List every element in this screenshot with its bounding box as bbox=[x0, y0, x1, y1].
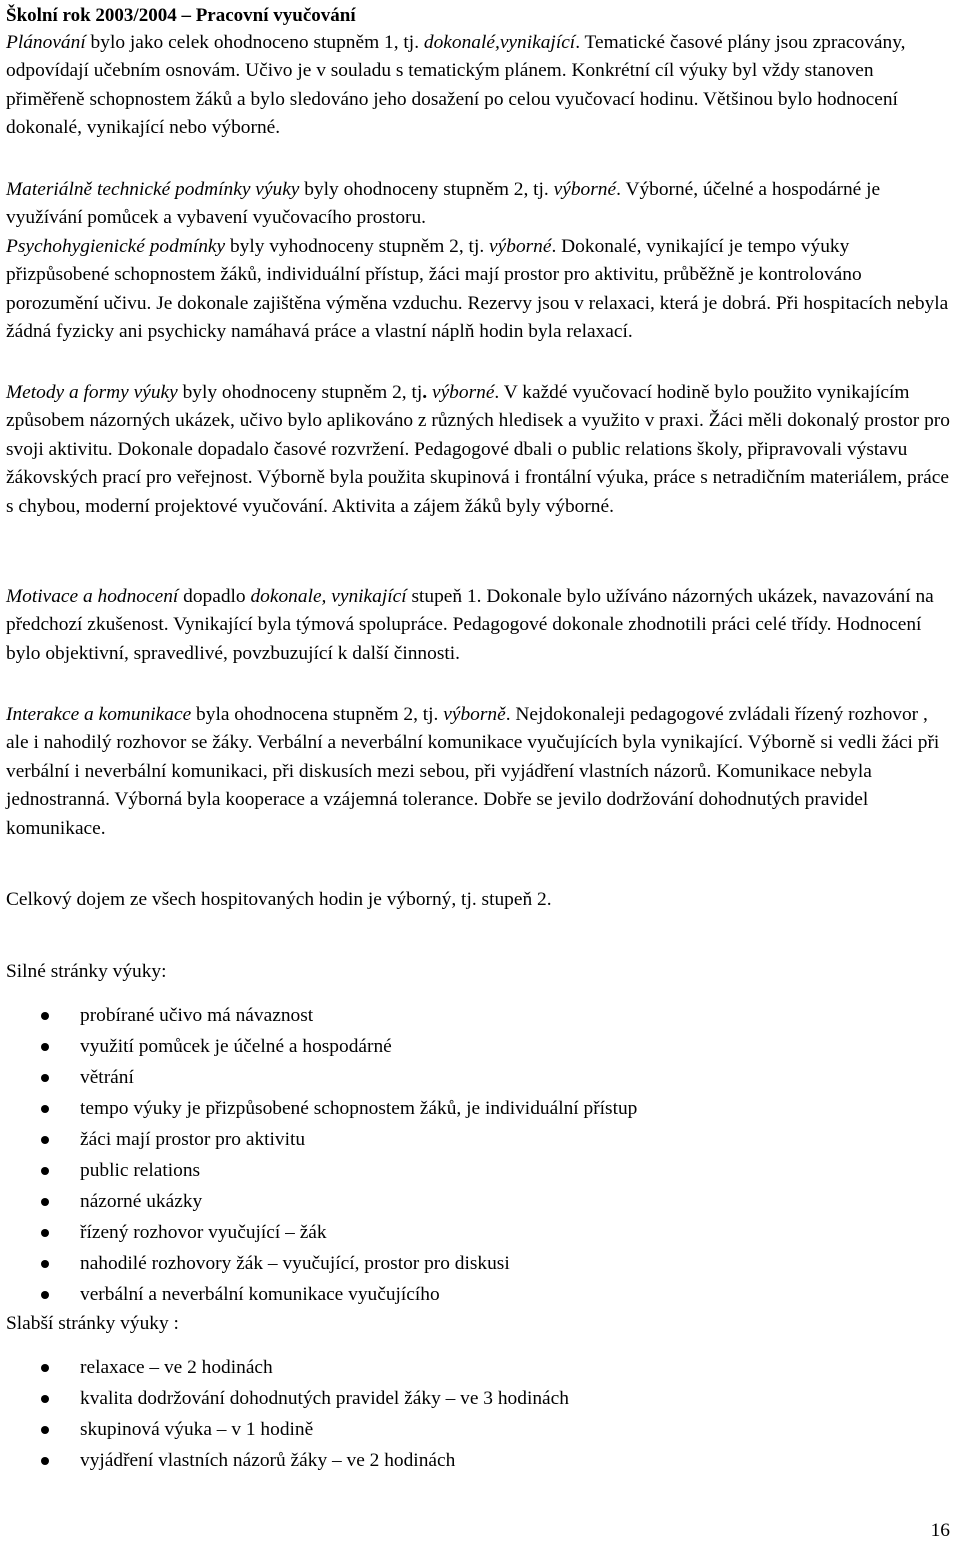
motivation-label: Motivace a hodnocení bbox=[6, 586, 179, 607]
list-item bbox=[6, 1093, 637, 1124]
list-item-text: tempo výuky je přizpůsobené schopnostem žáků, je individuální přístup bbox=[80, 1098, 638, 1119]
bullet-icon bbox=[41, 1395, 49, 1403]
planning-grade: dokonalé,vynikající bbox=[423, 32, 576, 53]
strengths-list bbox=[6, 1000, 637, 1310]
bullet-icon bbox=[41, 1426, 49, 1434]
list-item bbox=[6, 1186, 637, 1217]
methods-text-1: byly ohodnoceny stupněm 2, tj bbox=[177, 382, 423, 403]
list-item-text: verbální a neverbální komunikace vyučujícího bbox=[80, 1284, 440, 1305]
methods-text-2: . V každé vyučovací hodině bylo použito vynikajícím způsobem názorných ukázek, učivo bylo aplikováno z různých hledisek a využito v praxi. Žáci měli dokonalý prostor pro svoji aktivitu. Dokonale dopadalo časové rozvržení. Pedagogové dbali o public relations školy, připravovali výstavu žákovských prací pro veřejnost. Výborně byla použita skupinová i frontální výuka, práce s netradičním materiálem, práce s chybou, moderní projektové vyučování. Aktivita a zájem žáků byly výborné. bbox=[6, 382, 950, 517]
list-item bbox=[6, 1217, 637, 1248]
motivation-grade: dokonale, vynikající bbox=[250, 586, 407, 607]
paragraph-planning bbox=[6, 29, 954, 143]
methods-text-1b: . bbox=[422, 382, 432, 403]
list-item-text: probírané učivo má návaznost bbox=[80, 1005, 314, 1026]
list-item bbox=[6, 1000, 637, 1031]
interaction-label: Interakce a komunikace bbox=[6, 704, 192, 725]
list-item bbox=[6, 1155, 637, 1186]
bullet-icon bbox=[41, 1136, 49, 1144]
list-item-text: skupinová výuka – v 1 hodině bbox=[80, 1419, 314, 1440]
weaknesses-title: Slabší stránky výuky : bbox=[6, 1313, 179, 1334]
planning-text-1: bylo jako celek ohodnoceno stupněm 1, tj. bbox=[85, 32, 424, 53]
bullet-icon bbox=[41, 1260, 49, 1268]
list-item-text: názorné ukázky bbox=[80, 1191, 203, 1212]
list-item bbox=[6, 1248, 637, 1279]
list-item-text: relaxace – ve 2 hodinách bbox=[80, 1357, 273, 1378]
list-item bbox=[6, 1124, 637, 1155]
bullet-icon bbox=[41, 1364, 49, 1372]
page-number: 16 bbox=[930, 1520, 950, 1541]
interaction-text-1: byla ohodnocena stupněm 2, tj. bbox=[191, 704, 444, 725]
section-heading: Školní rok 2003/2004 – Pracovní vyučování bbox=[6, 5, 356, 26]
weaknesses-list bbox=[6, 1352, 569, 1476]
material-label: Materiálně technické podmínky výuky bbox=[6, 179, 300, 200]
bullet-icon bbox=[41, 1291, 49, 1299]
list-item-text: public relations bbox=[80, 1160, 201, 1181]
planning-text-2: . Tematické časové plány jsou zpracovány, odpovídají učebním osnovám. Učivo je v souladu s tematickým plánem. Konkrétní cíl výuky byl vždy stanoven přiměřeně schopnostem žáků a bylo sledováno jeho dosažení po celou vyučovací hodinu. Většinou bylo hodnocení dokonalé, vynikající nebo výborné. bbox=[6, 32, 906, 139]
psycho-label: Psychohygienické podmínky bbox=[6, 236, 226, 257]
planning-label: Plánování bbox=[6, 32, 86, 53]
bullet-icon bbox=[41, 1105, 49, 1113]
list-item-text: vyjádření vlastních názorů žáky – ve 2 hodinách bbox=[80, 1450, 456, 1471]
bullet-icon bbox=[41, 1167, 49, 1175]
bullet-icon bbox=[41, 1012, 49, 1020]
methods-label: Metody a formy výuky bbox=[6, 382, 178, 403]
bullet-icon bbox=[41, 1457, 49, 1465]
list-item-text: nahodilé rozhovory žák – vyučující, prostor pro diskusi bbox=[80, 1253, 510, 1274]
psycho-grade: výborné bbox=[489, 236, 552, 257]
methods-grade: výborné bbox=[431, 382, 495, 403]
bullet-icon bbox=[41, 1198, 49, 1206]
list-item bbox=[6, 1383, 569, 1414]
bullet-icon bbox=[41, 1229, 49, 1237]
interaction-text-2: . Nejdokonaleji pedagogové zvládali řízený rozhovor , ale i nahodilý rozhovor se žáky. Verbální a neverbální komunikace vyučujících byla vynikající. Výborně si vedli žáci při verbální i neverbální komunikaci, při diskusích mezi sebou, při vyjádření vlastních názorů. Komunikace nebyla jednostranná. Výborná byla kooperace a vzájemná tolerance. Dobře se jevilo dodržování dohodnutých pravidel komunikace. bbox=[6, 704, 940, 839]
bullet-icon bbox=[41, 1043, 49, 1051]
interaction-grade: výborně bbox=[443, 704, 506, 725]
overall-summary: Celkový dojem ze všech hospitovaných hodin je výborný, tj. stupeň 2. bbox=[6, 889, 552, 910]
list-item-text: řízený rozhovor vyučující – žák bbox=[80, 1222, 327, 1243]
paragraph-motivation bbox=[6, 583, 954, 668]
bullet-icon bbox=[41, 1074, 49, 1082]
list-item bbox=[6, 1031, 637, 1062]
paragraph-interaction bbox=[6, 701, 954, 843]
list-item bbox=[6, 1062, 637, 1093]
material-text-1: byly ohodnoceny stupněm 2, tj. bbox=[299, 179, 554, 200]
material-text-2: . Výborné, účelné a hospodárné je využívání pomůcek a vybavení vyučovacího prostoru. bbox=[6, 179, 881, 229]
psycho-text-1: byly vyhodnoceny stupněm 2, tj. bbox=[225, 236, 490, 257]
paragraph-methods bbox=[6, 379, 954, 521]
list-item bbox=[6, 1279, 637, 1310]
list-item-text: žáci mají prostor pro aktivitu bbox=[80, 1129, 306, 1150]
list-item bbox=[6, 1352, 569, 1383]
paragraph-psychohygiene bbox=[6, 233, 954, 347]
material-grade: výborné bbox=[553, 179, 617, 200]
psycho-text-2: . Dokonalé, vynikající je tempo výuky přizpůsobené schopnostem žáků, individuální přístup, žáci mají prostor pro aktivitu, průběžně je kontrolováno porozumění učivu. Je dokonale zajištěna výměna vzduchu. Rezervy jsou v relaxaci, která je dobrá. Při hospitacích nebyla žádná fyzicky ani psychicky namáhavá práce a vlastní náplň hodin byla relaxací. bbox=[6, 236, 949, 343]
strengths-title: Silné stránky výuky: bbox=[6, 961, 167, 982]
motivation-text-1: dopadlo bbox=[178, 586, 251, 607]
motivation-text-2: stupeň 1. Dokonale bylo užíváno názorných ukázek, navazování na předchozí zkušenost. Vynikající byla týmová spolupráce. Pedagogové dokonale zhodnotili práci celé třídy. Hodnocení bylo objektivní, spravedlivé, povzbuzující k další činnosti. bbox=[6, 586, 934, 664]
list-item bbox=[6, 1445, 569, 1476]
list-item-text: využití pomůcek je účelné a hospodárné bbox=[80, 1036, 392, 1057]
list-item-text: větrání bbox=[80, 1067, 134, 1088]
paragraph-material bbox=[6, 176, 954, 233]
list-item-text: kvalita dodržování dohodnutých pravidel žáky – ve 3 hodinách bbox=[80, 1388, 569, 1409]
list-item bbox=[6, 1414, 569, 1445]
